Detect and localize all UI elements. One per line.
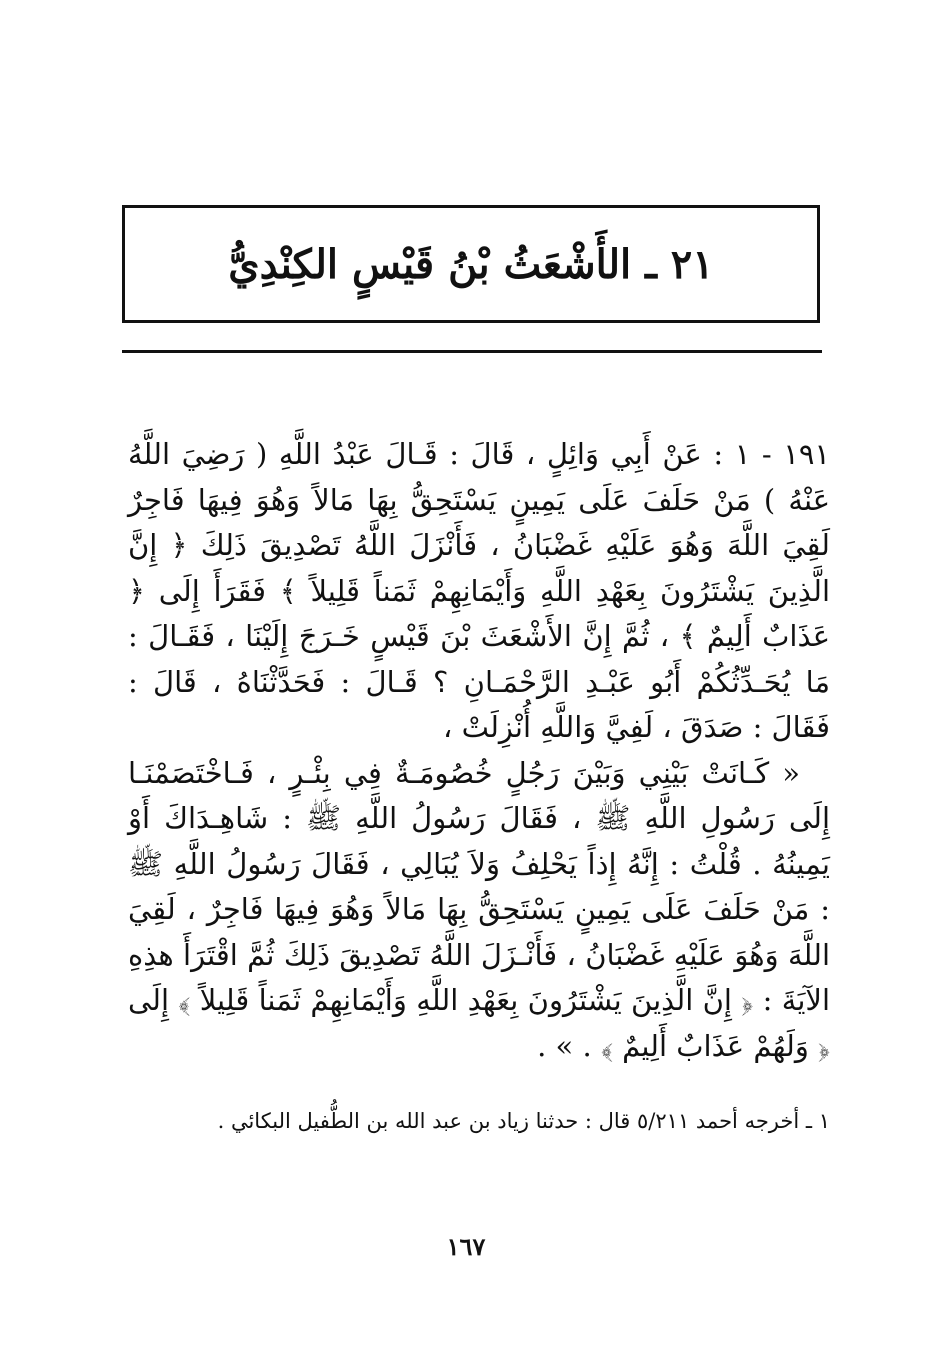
page-number: ١٦٧ (446, 1232, 486, 1261)
chapter-title-box (122, 205, 820, 323)
header-divider (122, 350, 822, 353)
chapter-title: ٢١ ـ الأَشْعَثُ بْنُ قَيْسٍ الكِنْدِيُّ (228, 240, 714, 288)
hadith-paragraph-1: ١٩١ - ١ : عَنْ أَبِي وَائِلٍ ، قَالَ : قَـالَ عَبْدُ اللَّهِ ( رَضِيَ اللَّهُ عَنْهُ ) مَنْ حَلَفَ عَلَى يَمِينٍ يَسْتَحِقُّ بِهَا مَالاً وَهُوَ فِيهَا فَاجِرٌ لَقِيَ اللَّهَ وَهُوَ عَلَيْهِ غَضْبَانُ ، فَأَنْزَلَ اللَّهُ تَصْدِيقَ ذَلِكَ ﴿ إِنَّ الَّذِينَ يَشْتَرُونَ بِعَهْدِ اللَّهِ وَأَيْمَانِهِمْ ثَمَناً قَلِيلاً ﴾ فَقَرَأَ إِلَى ﴿ عَذَابٌ أَلِيمٌ ﴾ ، ثُمَّ إِنَّ الأَشْعَثَ بْنَ قَيْسٍ خَـرَجَ إِلَيْنَا ، فَقَـالَ : مَا يُحَـدِّثُكُمْ أَبُو عَبْـدِ الرَّحْمَـانِ ؟ قَـالَ : فَحَدَّثْنَاهُ ، قَالَ : فَقَالَ : صَدَقَ ، لَفِيَّ وَاللَّهِ أُنْزِلَتْ ، (128, 437, 830, 744)
footnote: ١ ـ أخرجه أحمد ٥/٢١١ قال : حدثنا زياد بن عبد الله بن الطُّفيل البكائي . (217, 1109, 830, 1133)
hadith-text (128, 432, 830, 1069)
hadith-paragraph-2: « كَـانَتْ بَيْنِي وَبَيْنَ رَجُلٍ خُصُومَـةٌ فِي بِئْـرٍ ، فَـاخْتَصَمْنَـا إِلَى رَسُولِ اللَّهِ ﷺ ، فَقَالَ رَسُولُ اللَّهِ ﷺ : شَاهِـدَاكَ أَوْ يَمِينُهُ . قُلْتُ : إِنَّهُ إِذاً يَحْلِفُ وَلاَ يُبَالِي ، فَقَالَ رَسُولُ اللَّهِ ﷺ : مَنْ حَلَفَ عَلَى يَمِينٍ يَسْتَحِقُّ بِهَا مَالاً وَهُوَ فِيهَا فَاجِرٌ ، لَقِيَ اللَّهَ وَهُوَ عَلَيْهِ غَضْبَانُ ، فَأَنْـزَلَ اللَّهُ تَصْدِيقَ ذَلِكَ ثُمَّ اقْتَرَأَ هذِهِ الآيَةَ : ﴿ إِنَّ الَّذِينَ يَشْتَرُونَ بِعَهْدِ اللَّهِ وَأَيْمَانِهِمْ ثَمَناً قَلِيلاً ﴾ إِلَى ﴿ وَلَهُمْ عَذَابٌ أَلِيمٌ ﴾ . » . (128, 755, 830, 1063)
